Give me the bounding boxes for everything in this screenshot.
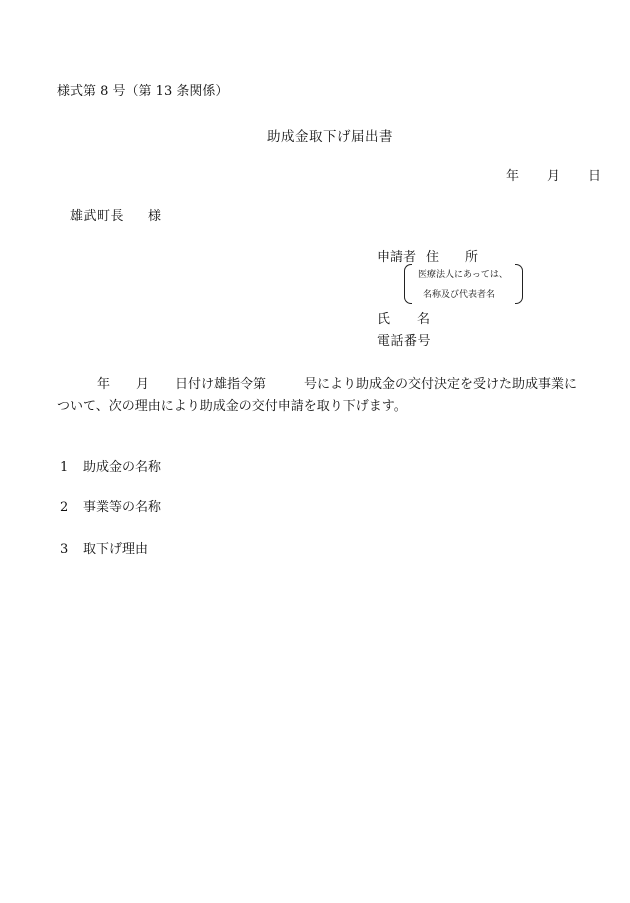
name-label-2: 名	[417, 312, 431, 327]
item-row	[60, 456, 161, 475]
form-number: 様式第 8 号（第 13 条関係）	[57, 84, 229, 99]
item-row	[60, 538, 148, 557]
addressee-name: 雄武町長	[70, 209, 125, 224]
applicant-phone-label: 電話番号	[377, 334, 432, 349]
item-number: 2	[60, 500, 69, 515]
address-label-1: 住	[426, 250, 440, 265]
item-label: 取下げ理由	[83, 542, 149, 557]
item-row	[60, 496, 161, 515]
item-number: 3	[60, 542, 69, 557]
body-year: 年	[97, 377, 111, 392]
address-label-2: 所	[465, 250, 479, 265]
item-number: 1	[60, 460, 69, 475]
applicant-note-line1: 医療法人にあっては、	[418, 270, 508, 280]
applicant-note-bracket	[404, 264, 523, 304]
body-line-1	[97, 373, 577, 392]
item-label: 助成金の名称	[83, 460, 162, 475]
addressee-honorific: 様	[148, 209, 162, 224]
date-day-label: 日	[588, 169, 602, 184]
date-year-label: 年	[506, 169, 520, 184]
document-title: 助成金取下げ届出書	[267, 129, 393, 145]
body-decision-text: 号により助成金の交付決定を受けた助成事業に	[304, 377, 578, 392]
item-label: 事業等の名称	[83, 500, 162, 515]
applicant-heading: 申請者	[377, 250, 417, 265]
applicant-address-row	[377, 246, 478, 265]
date-line	[506, 165, 601, 184]
addressee	[70, 205, 162, 224]
body-day-ref: 日付け雄指令第	[175, 377, 267, 392]
applicant-note-line2: 名称及び代表者名	[423, 290, 496, 300]
applicant-name-row	[377, 308, 430, 327]
date-month-label: 月	[547, 169, 561, 184]
right-bracket	[515, 264, 523, 304]
name-label-1: 氏	[377, 312, 391, 327]
body-month: 月	[136, 377, 150, 392]
left-bracket	[404, 264, 412, 304]
body-line-2: ついて、次の理由により助成金の交付申請を取り下げます。	[57, 399, 407, 414]
